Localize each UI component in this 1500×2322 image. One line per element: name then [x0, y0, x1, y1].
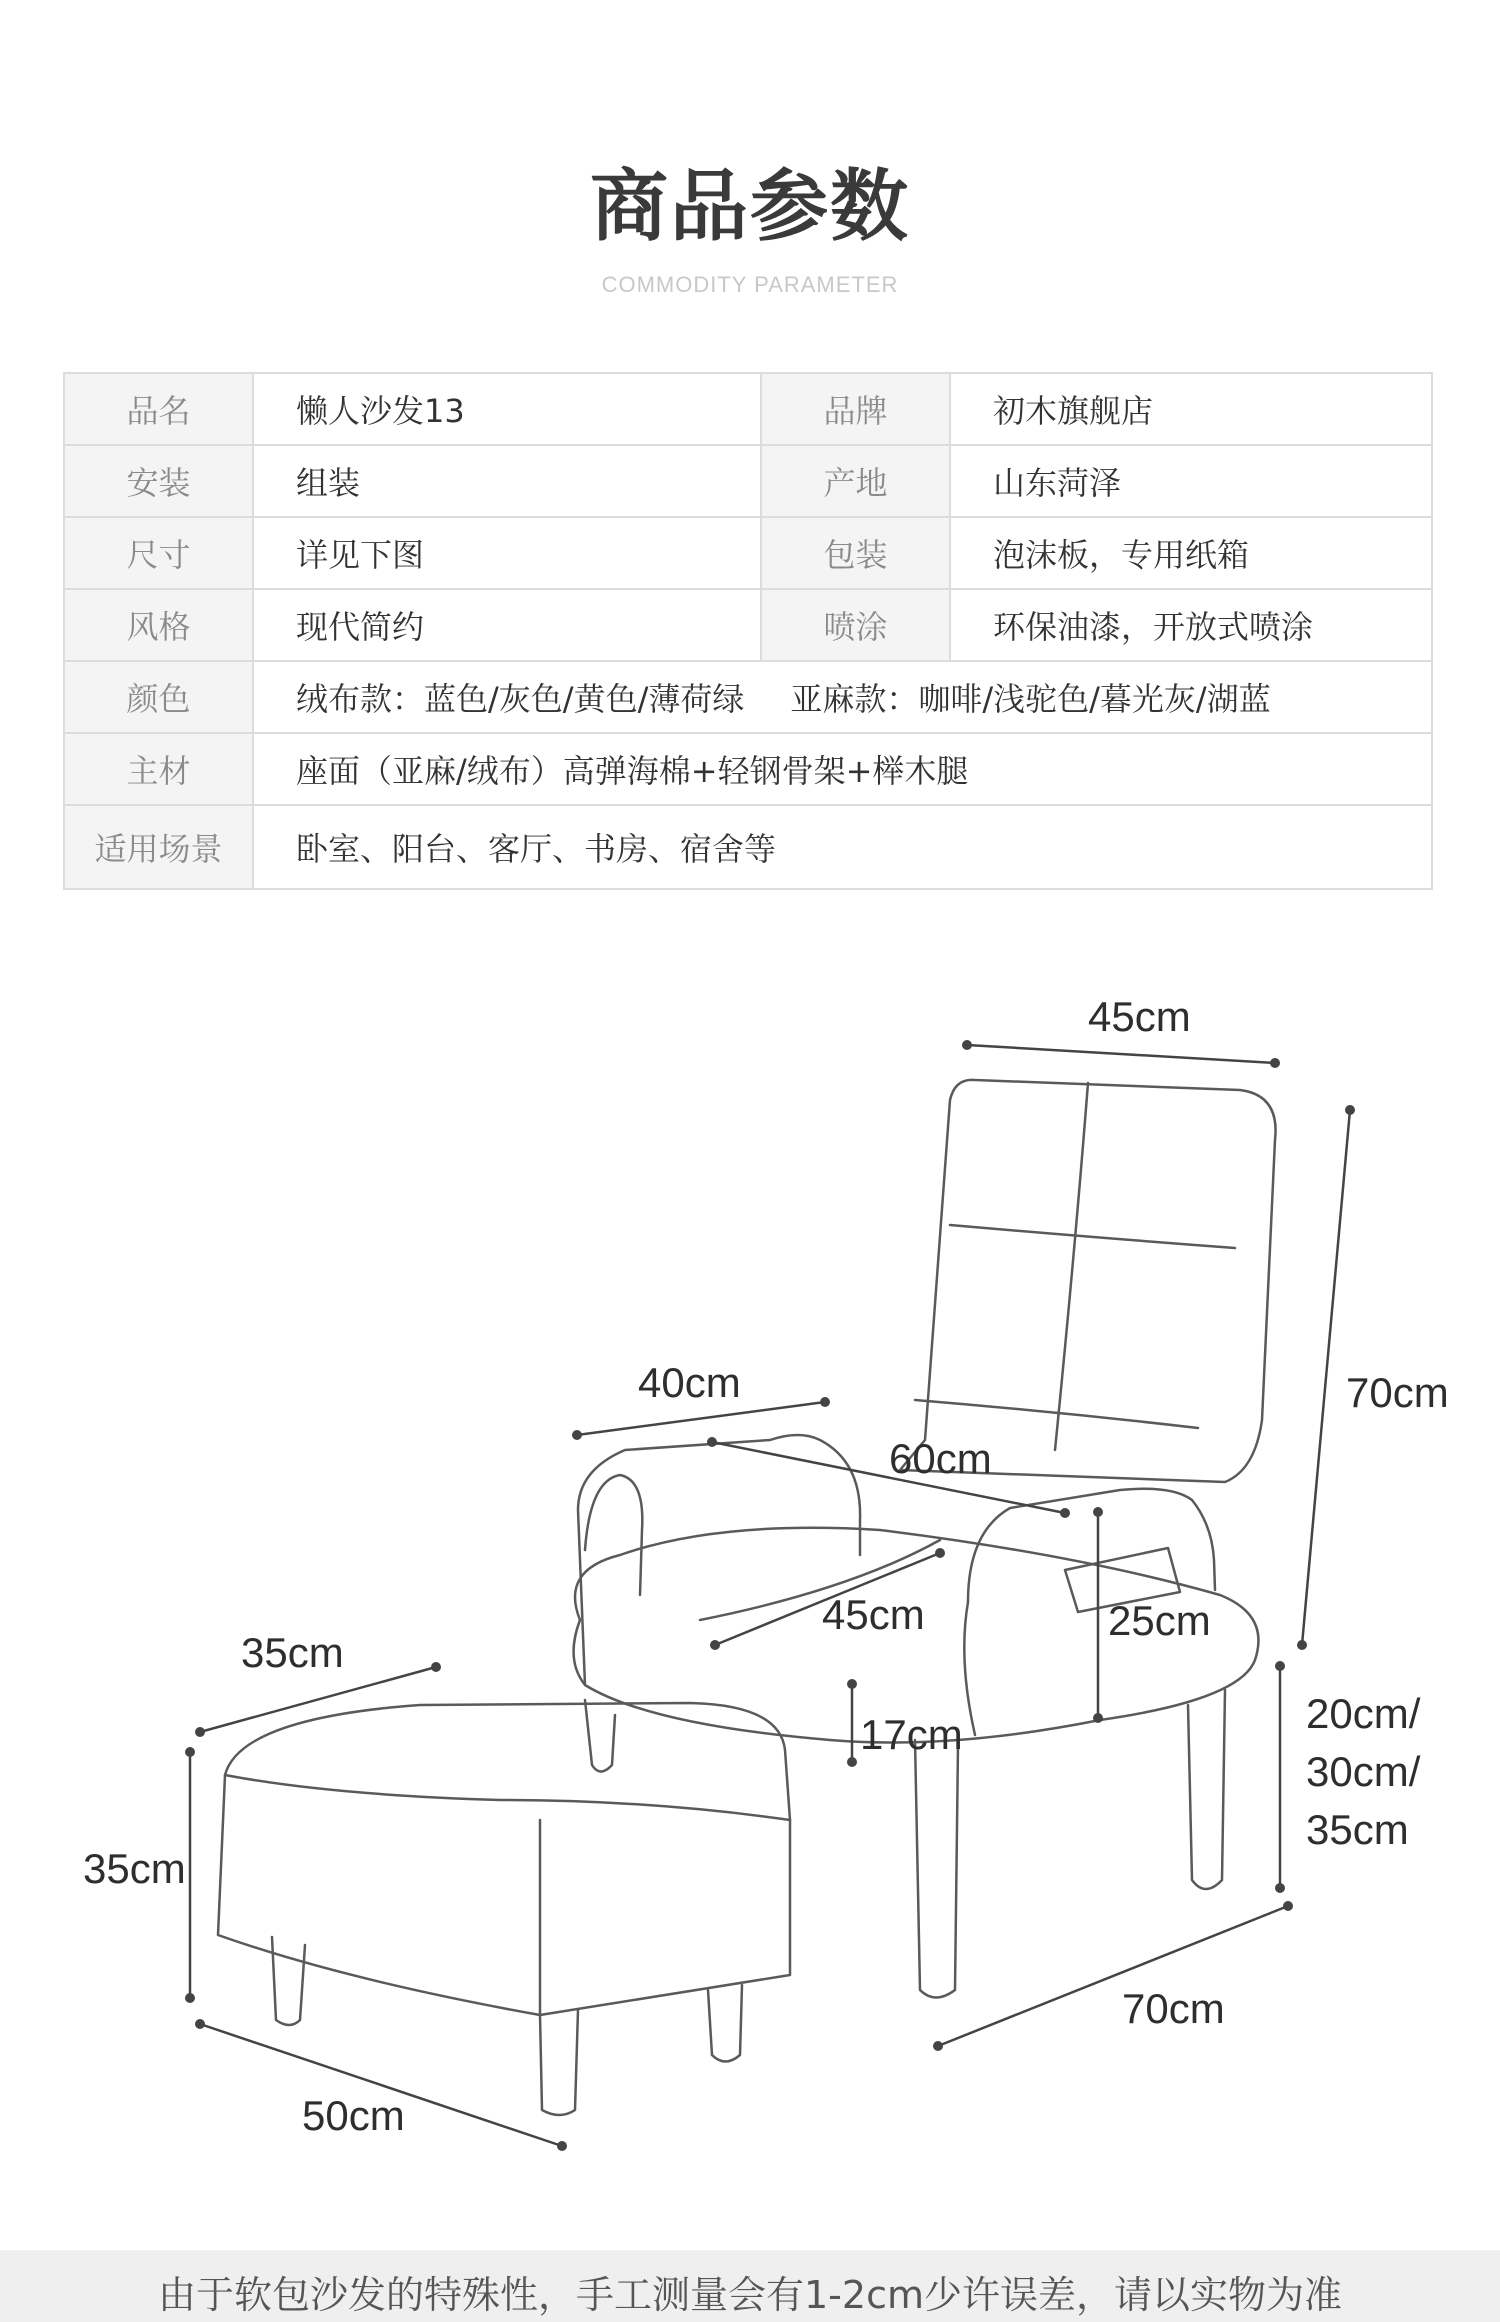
dim-line-chair-depth	[938, 1906, 1288, 2046]
leg-height-option: 20cm/	[1306, 1690, 1421, 1737]
param-value: 初木旗舰店	[950, 373, 1432, 445]
ottoman-leg-center	[540, 2010, 578, 2115]
table-row	[64, 733, 1432, 805]
dim-label-seat-thickness: 17cm	[860, 1711, 963, 1758]
param-value: 山东菏泽	[950, 445, 1432, 517]
backrest-seam-horizontal	[950, 1225, 1235, 1248]
param-label: 颜色	[64, 661, 253, 733]
chair-leg-front-left	[585, 1700, 615, 1772]
leg-height-option: 30cm/	[1306, 1748, 1421, 1795]
table-row	[64, 517, 1432, 589]
page-subtitle: COMMODITY PARAMETER	[601, 272, 899, 297]
table-row	[64, 445, 1432, 517]
dim-label-stool-width: 50cm	[302, 2092, 405, 2139]
param-value: 卧室、阳台、客厅、书房、宿舍等	[253, 805, 1432, 889]
dim-label-back-width: 45cm	[1088, 993, 1191, 1040]
measurement-notice	[0, 2250, 1500, 2322]
param-value: 现代简约	[253, 589, 761, 661]
chair-backrest	[900, 1080, 1276, 1482]
right-armrest-front	[964, 1602, 975, 1735]
dim-line-stool-depth	[200, 1667, 436, 1732]
dim-line-arm-length	[577, 1402, 825, 1435]
param-label: 适用场景	[64, 805, 253, 889]
param-value: 懒人沙发13	[253, 373, 761, 445]
dim-label-chair-height: 70cm	[1346, 1369, 1449, 1416]
backrest-seam-vertical	[1055, 1083, 1088, 1450]
param-label: 风格	[64, 589, 253, 661]
leg-height-option: 35cm	[1306, 1806, 1409, 1853]
param-value: 详见下图	[253, 517, 761, 589]
color-options-fabric: 绒布款：蓝色/灰色/黄色/薄荷绿	[296, 680, 745, 718]
left-armrest-front	[585, 1475, 642, 1595]
table-row	[64, 373, 1432, 445]
dim-label-seat-depth: 60cm	[889, 1435, 992, 1482]
table-row	[64, 589, 1432, 661]
param-label: 主材	[64, 733, 253, 805]
param-label: 品牌	[761, 373, 950, 445]
page-title: 商品参数	[589, 162, 910, 252]
table-row	[64, 805, 1432, 889]
param-label: 产地	[761, 445, 950, 517]
param-label: 品名	[64, 373, 253, 445]
dim-label-arm-height: 25cm	[1108, 1597, 1211, 1644]
table-row	[64, 661, 1432, 733]
dim-label-chair-depth: 70cm	[1122, 1985, 1225, 2032]
param-label: 喷涂	[761, 589, 950, 661]
ottoman-leg-left	[272, 1937, 305, 2025]
notice-text: 由于软包沙发的特殊性，手工测量会有1-2cm少许误差，请以实物为准	[158, 2273, 1342, 2317]
param-label: 安装	[64, 445, 253, 517]
dim-label-stool-height: 35cm	[83, 1845, 186, 1892]
param-value: 环保油漆，开放式喷涂	[950, 589, 1432, 661]
parameter-table	[63, 372, 1433, 890]
ottoman-leg-right	[708, 1985, 742, 2062]
dim-label-leg-height	[1306, 1685, 1420, 1859]
ottoman-top	[225, 1703, 790, 1820]
param-value: 组装	[253, 445, 761, 517]
chair-leg-front-center	[915, 1740, 958, 1998]
param-value: 泡沫板，专用纸箱	[950, 517, 1432, 589]
param-label: 尺寸	[64, 517, 253, 589]
color-options-linen: 亚麻款：咖啡/浅驼色/暮光灰/湖蓝	[790, 680, 1271, 718]
dim-label-seat-width: 45cm	[822, 1591, 925, 1638]
chair-dimension-diagram	[0, 960, 1500, 2220]
dim-line-chair-height	[1302, 1110, 1350, 1645]
chair-leg-front-right	[1188, 1690, 1225, 1889]
param-value	[253, 661, 1432, 733]
dim-label-arm-length: 40cm	[638, 1359, 741, 1406]
param-label: 包装	[761, 517, 950, 589]
dim-line-back-width	[967, 1045, 1275, 1063]
dim-label-stool-depth: 35cm	[241, 1629, 344, 1676]
param-value: 座面（亚麻/绒布）高弹海棉+轻钢骨架+榉木腿	[253, 733, 1432, 805]
